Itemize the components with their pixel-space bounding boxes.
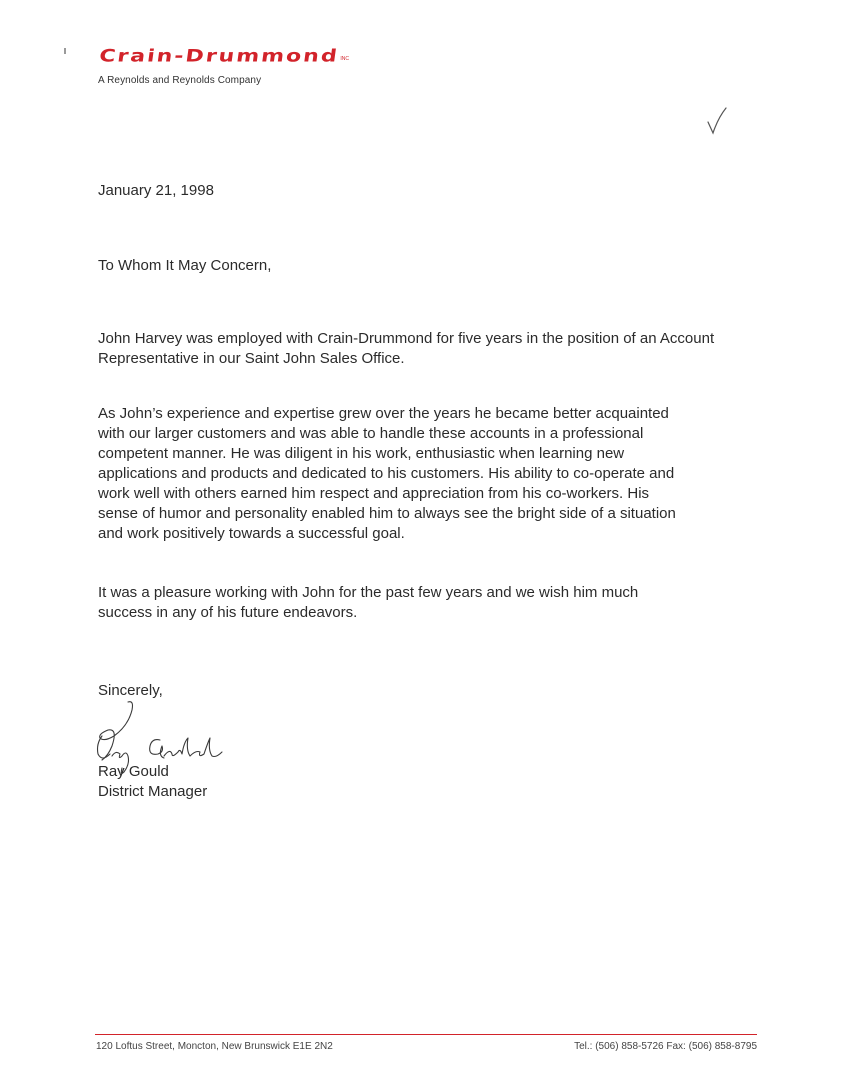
parent-company: A Reynolds and Reynolds Company: [98, 75, 262, 86]
company-logo: [98, 42, 349, 66]
letter-date: January 21, 1998: [98, 182, 214, 199]
checkmark-icon: [706, 106, 728, 136]
paragraph-line: success in any of his future endeavors.: [98, 604, 358, 621]
paragraph-line: and work positively towards a successful goal.: [98, 525, 405, 542]
footer-contact: Tel.: (506) 858-5726 Fax: (506) 858-8795: [574, 1041, 757, 1052]
paragraph-2: [98, 404, 676, 544]
paragraph-line: Representative in our Saint John Sales Office.: [98, 350, 405, 367]
footer-divider: [95, 1034, 757, 1035]
salutation: To Whom It May Concern,: [98, 257, 272, 274]
paragraph-line: work well with others earned him respect and appreciation from his co-workers. His: [98, 485, 650, 502]
paragraph-line: with our larger customers and was able to handle these accounts in a professional: [98, 425, 644, 442]
paragraph-1: [98, 329, 714, 369]
footer-address: 120 Loftus Street, Moncton, New Brunswick E1E 2N2: [96, 1041, 333, 1052]
signer-title: District Manager: [98, 783, 208, 800]
paragraph-line: sense of humor and personality enabled him to always see the bright side of a situation: [98, 505, 676, 522]
paragraph-3: [98, 583, 638, 623]
closing: Sincerely,: [98, 682, 163, 699]
paragraph-line: competent manner. He was diligent in his work, enthusiastic when learning new: [98, 445, 625, 462]
letterhead: [98, 42, 349, 86]
logo-text: Crain-Drummond: [98, 46, 340, 66]
paragraph-line: applications and products and dedicated to his customers. His ability to co-operate and: [98, 465, 675, 482]
paragraph-line: It was a pleasure working with John for the past few years and we wish him much: [98, 584, 639, 601]
paragraph-line: John Harvey was employed with Crain-Drummond for five years in the position of an Account: [98, 330, 715, 347]
scan-mark: [64, 48, 66, 54]
signer-name: Ray Gould: [98, 763, 169, 780]
paragraph-line: As John’s experience and expertise grew over the years he became better acquainted: [98, 405, 669, 422]
logo-inc: INC: [340, 56, 349, 62]
